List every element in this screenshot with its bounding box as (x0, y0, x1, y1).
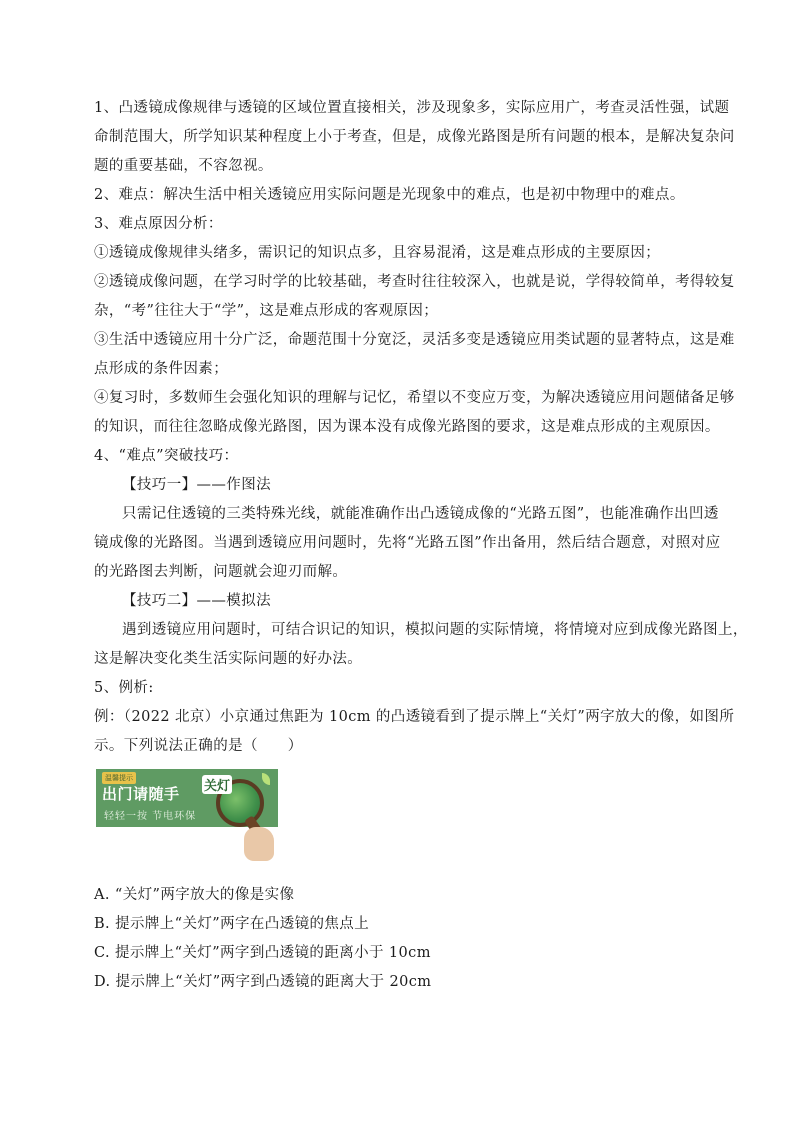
technique-two-title: 【技巧二】——模拟法 (122, 593, 271, 609)
paragraph-line: 点形成的条件因素； (94, 361, 229, 377)
magnifier-sign-image (94, 767, 280, 863)
technique-one-line: 只需记住透镜的三类特殊光线，就能准确作出凸透镜成像的“光路五图”，也能准确作出凹透 (122, 506, 719, 522)
paragraph-line: 1、凸透镜成像规律与透镜的区域位置直接相关，涉及现象多，实际应用广，考查灵活性强，试题 (94, 100, 730, 116)
sign-tag: 温馨提示 (102, 772, 136, 784)
answer-options (94, 881, 710, 997)
option-d: D. 提示牌上“关灯”两字到凸透镜的距离大于 20cm (94, 974, 432, 990)
section-heading: 3、难点原因分析： (94, 216, 223, 232)
paragraph-line: ③生活中透镜应用十分广泛，命题范围十分宽泛，灵活多变是透镜应用类试题的显著特点，这是难 (94, 332, 735, 348)
paragraph-line: ②透镜成像问题，在学习时学的比较基础，考查时往往较深入，也就是说，学得较简单，考得较复 (94, 274, 735, 290)
paragraph-line: 的知识，而往往忽略成像光路图，因为课本没有成像光路图的要求，这是难点形成的主观原因。 (94, 419, 720, 435)
paragraph-line: 题的重要基础，不容忽视。 (94, 158, 273, 174)
technique-one-line: 的光路图去判断，问题就会迎刃而解。 (94, 564, 348, 580)
document-body (94, 94, 748, 997)
option-c: C. 提示牌上“关灯”两字到凸透镜的距离小于 10cm (94, 945, 431, 961)
hand-icon (244, 827, 274, 861)
technique-two-line: 遇到透镜应用问题时，可结合识记的知识，模拟问题的实际情境，将情境对应到成像光路图上， (122, 622, 748, 638)
paragraph-line: 命制范围大，所学知识某种程度上小于考查，但是，成像光路图是所有问题的根本，是解决复杂问 (94, 129, 735, 145)
option-b: B. 提示牌上“关灯”两字在凸透镜的焦点上 (94, 916, 370, 932)
example-question-line: 例：（2022 北京）小京通过焦距为 10cm 的凸透镜看到了提示牌上“关灯”两字放大的像，如图所 (94, 709, 735, 725)
leaf-icon (262, 773, 270, 785)
example-heading: 5、例析: (94, 680, 154, 696)
paragraph-line: 杂，“考”往往大于“学”，这是难点形成的客观原因； (94, 303, 439, 319)
technique-one-line: 镜成像的光路图。当遇到透镜应用问题时，先将“光路五图”作出备用，然后结合题意，对照对应 (94, 535, 721, 551)
option-a: A. “关灯”两字放大的像是实像 (94, 887, 295, 903)
section-heading: 4、“难点”突破技巧： (94, 448, 239, 464)
technique-two-line: 这是解决变化类生活实际问题的好办法。 (94, 651, 363, 667)
paragraph-line: 2、难点：解决生活中相关透镜应用实际问题是光现象中的难点，也是初中物理中的难点。 (94, 187, 685, 203)
example-question-line: 示。下列说法正确的是（ ） (94, 738, 303, 754)
sign-subtitle: 轻轻一按 节电环保 (104, 811, 197, 822)
technique-one-title: 【技巧一】——作图法 (122, 477, 271, 493)
paragraph-line: ①透镜成像规律头绪多，需识记的知识点多，且容易混淆，这是难点形成的主要原因； (94, 245, 661, 261)
sign-title: 出门请随手 (102, 785, 180, 803)
magnified-text: 关灯 (202, 775, 232, 794)
paragraph-line: ④复习时，多数师生会强化知识的理解与记忆，希望以不变应万变，为解决透镜应用问题储备足够 (94, 390, 735, 406)
